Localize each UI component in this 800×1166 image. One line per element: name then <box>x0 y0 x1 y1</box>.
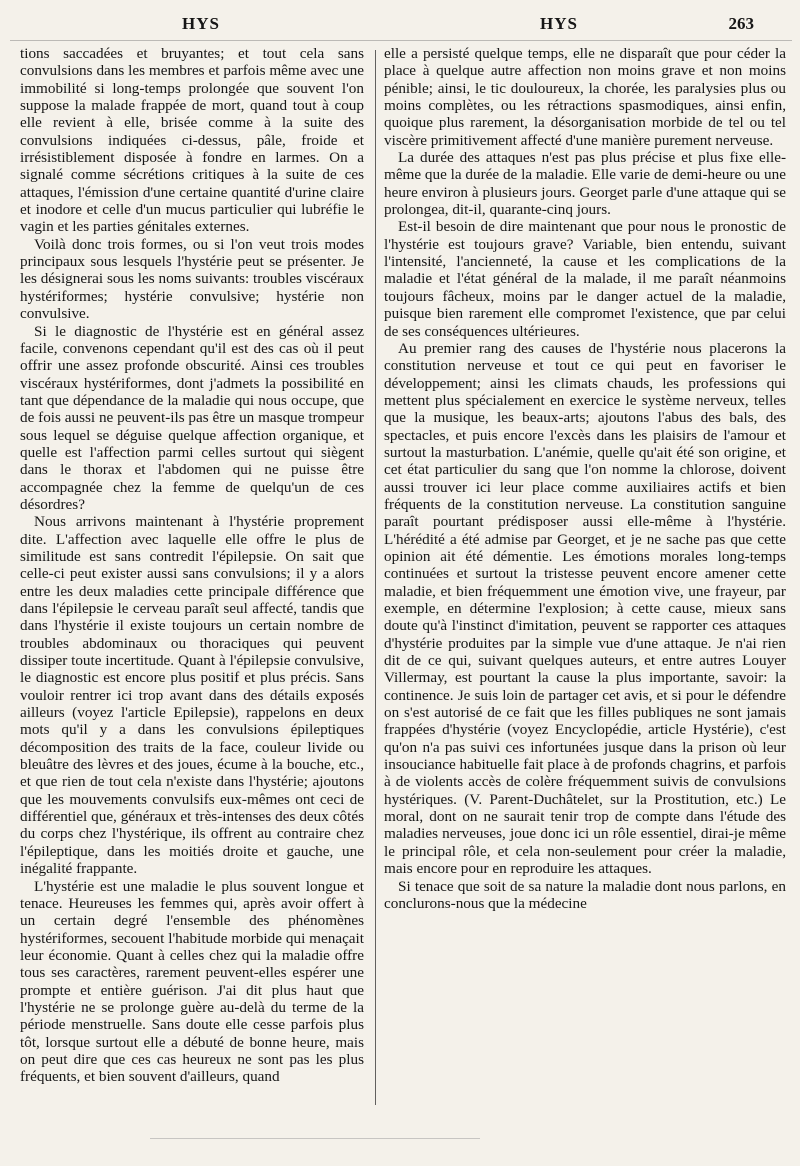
paragraph: Si le diagnostic de l'hystérie est en général assez facile, convenons cependant qu'il est des cas où il peut offrir une assez profonde obscurité. Ainsi ces troubles viscéraux hystériformes, dont j'admets la possibilité en tant que dépendance de la maladie qui nous occupe, que de fois aussi ne peuvent-ils pas être un masque trompeur sous lequel se déguise quelque affection organique, et quelle est l'affection parmi celles surtout qui siègent dans le thorax et l'abdomen qui ne puisse être accompagnée chez la femme de quelqu'un de ces désordres? <box>20 322 364 513</box>
right-column <box>384 45 786 912</box>
running-head-right: HYS <box>540 14 578 33</box>
paragraph: Voilà donc trois formes, ou si l'on veut trois modes principaux sous lesquels l'hystérie peut se présenter. Je les désignerai sous les noms suivants: troubles viscéraux hystériformes; hystérie convulsive; hystérie non convulsive. <box>20 235 364 323</box>
left-column <box>20 45 364 1086</box>
paragraph: Est-il besoin de dire maintenant que pour nous le pronostic de l'hystérie est toujours grave? Variable, bien entendu, suivant l'intensité, l'ancienneté, la cause et les complications de la maladie et l'état général de la malade, il me paraît néanmoins toujours fâcheux, moins par le danger actuel de la maladie, puisque bien rarement elle compromet l'existence, que par celui de ses conséquences ultérieures. <box>384 218 786 340</box>
page-number: 263 <box>728 14 754 33</box>
paragraph: La durée des attaques n'est pas plus précise et plus fixe elle-même que la durée de la maladie. Elle varie de demi-heure ou une heure environ à plusieurs jours. Georget parle d'une attaque qui se prolongea, dit-il, quarante-cinq jours. <box>384 149 786 219</box>
running-head-left: HYS <box>182 14 220 33</box>
paragraph: Au premier rang des causes de l'hystérie nous placerons la constitution nerveuse et tout ce qui peut en favoriser le développement; ainsi les climats chauds, les professions qui mettent plus spécialement en exercice le système nerveux, telles que la musique, les beaux-arts; ajoutons l'abus des bals, des spectacles, et puis encore l'excès dans les plaisirs de l'amour et surtout la masturbation. L'anémie, quelle qu'ait été son origine, et cet état particulier du sang que l'on nomme la chlorose, doivent aussi trouver ici leur place comme auxiliaires actifs et bien fréquents de la constitution nerveuse. La constitution sanguine paraît pourtant prédisposer aussi elle-même à l'hystérie. L'hérédité a été admise par Georget, et je ne sache pas que cette opinion ait été démentie. Les émotions morales long-temps continuées et surtout la tristesse peuvent encore amener cette maladie, et bien fréquemment une émotion vive, une frayeur, par exemple, en détermine l'explosion; à cette cause, mieux sans doute qu'à l'instinct d'imitation, peuvent se rapporter ces attaques d'hystérie produites par la simple vue d'une attaque. Je n'ai rien dit de ce qui, suivant quelques auteurs, et entre autres Louyer Villermay, est pourtant la cause la plus importante, savoir: la continence. Je suis loin de partager cet avis, et si pour le défendre on s'est autorisé de ce fait que les filles publiques ne sont jamais frappées d'hystérie (voyez Encyclopédie, article Hystérie), c'est qu'on n'a pas suivi ces infortunées jusque dans la prison où leur insouciance habituelle fait place à de profonds chagrins, et parfois à de violents accès de colère fréquemment suivis de convulsions hystériques. (V. Parent-Duchâtelet, sur la Prostitution, etc.) Le moral, dont on ne saurait tenir trop de compte dans l'étude des maladies nerveuses, joue donc ici un rôle essentiel, dirai-je même le principal rôle, et cela non-seulement pour créer la maladie, mais encore pour en reproduire les attaques. <box>384 339 786 878</box>
paragraph: L'hystérie est une maladie le plus souvent longue et tenace. Heureuses les femmes qui, après avoir offert à un certain degré l'ensemble des phénomènes hystériformes, secouent l'habitude morbide qui menaçait leur économie. Quant à celles chez qui la maladie offre tous ses caractères, rarement peuvent-elles espérer une prompte et entière guérison. J'ai dit plus haut que l'hystérie ne se prolonge guère au-delà du terme de la période menstruelle. Sans doute elle cesse parfois plus tôt, lorsque surtout elle a débuté de bonne heure, mais on peut dire que ces cas heureux ne sont pas les plus fréquents, et bien souvent d'ailleurs, quand <box>20 877 364 1086</box>
column-divider <box>375 50 376 1105</box>
paragraph: Si tenace que soit de sa nature la maladie dont nous parlons, en conclurons-nous que la médecine <box>384 877 786 912</box>
paragraph-continuation: tions saccadées et bruyantes; et tout cela sans convulsions dans les membres et parfois même avec une immobilité si long-temps prolongée que souvent l'on suppose la malade frappée de mort, quand tout à coup elle revient à elle, brisée comme à la suite des convulsions indiquées ci-dessus, pâle, froide et irrésistiblement disposée à fondre en larmes. On a signalé comme sécrétions critiques à la suite de ces attaques, l'émission d'une certaine quantité d'urine claire et inodore et celle d'un mucus particulier qui lubréfie le vagin et les parties génitales externes. <box>20 45 364 236</box>
footer-rule <box>150 1138 480 1139</box>
header-rule <box>10 40 792 41</box>
paragraph-continuation: elle a persisté quelque temps, elle ne disparaît que pour céder la place à quelque autre affection non moins grave et non moins pénible; ainsi, le tic douloureux, la chorée, les paralysies plus ou moins complètes, ou les rétractions spasmodiques, ainsi enfin, quoique plus rarement, la désorganisation morbide de tel ou tel viscère primitivement affecté d'une manière purement nerveuse. <box>384 45 786 149</box>
paragraph: Nous arrivons maintenant à l'hystérie proprement dite. L'affection avec laquelle elle offre le plus de similitude est sans contredit l'épilepsie. On sait que celle-ci peut exister aussi sans convulsions; il y a alors entre les deux maladies cette principale différence que dans l'épilepsie le cerveau paraît seul affecté, tandis que dans l'hystérie il existe toujours un certain nombre de troubles abdominaux ou thoraciques qui peuvent dissiper toute incertitude. Quant à l'épilepsie convulsive, le diagnostic est encore plus positif et plus précis. Sans vouloir rentrer ici trop avant dans des détails exposés ailleurs (voyez l'article Epilepsie), rappelons en deux mots qu'il y a dans les convulsions épileptiques décomposition des traits de la face, couleur livide ou bleuâtre des lèvres et des joues, écume à la bouche, etc., et que rien de tout cela n'existe dans l'hystérie; ajoutons que les mouvements convulsifs eux-mêmes ont ceci de différentiel que, généraux et très-intenses des deux côtés du corps chez l'hystérique, ils offrent au contraire chez l'épileptique, dans les moitiés droite et gauche, une inégalité frappante. <box>20 513 364 878</box>
